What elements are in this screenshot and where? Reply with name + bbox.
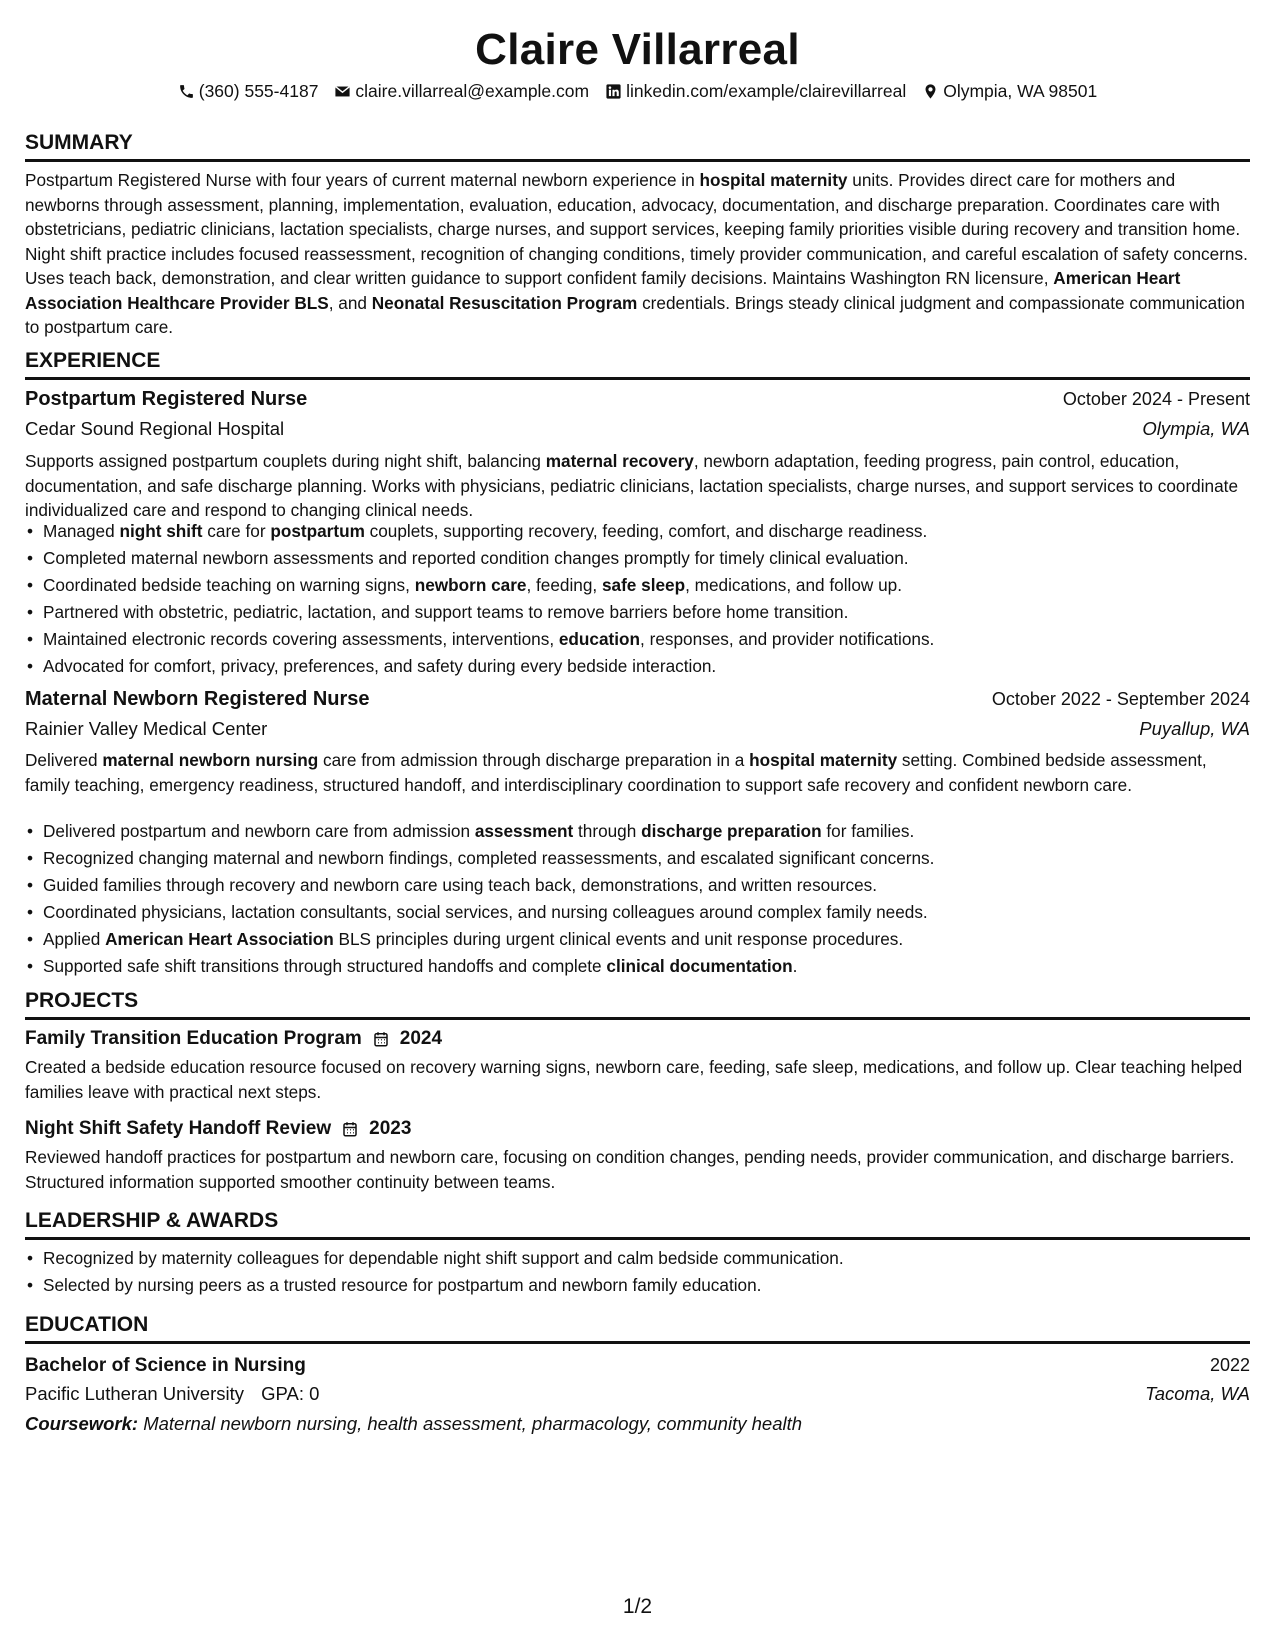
location-text: Olympia, WA 98501 <box>943 81 1098 101</box>
text-run: for families. <box>821 821 915 841</box>
text-run: , responses, and provider notifications. <box>640 629 935 649</box>
text-run: Recognized changing maternal and newborn findings, completed reassessments, and escalated significant concerns. <box>43 848 935 868</box>
job-2-description <box>25 748 1250 797</box>
job-1-title: Postpartum Registered Nurse <box>25 388 308 410</box>
text-run: Postpartum Registered Nurse with four years of current maternal newborn experience in <box>25 170 700 190</box>
education-school-group <box>25 1379 319 1409</box>
contact-phone[interactable] <box>178 79 319 103</box>
education-location: Tacoma, WA <box>1145 1383 1250 1404</box>
education-heading: EDUCATION <box>25 1312 1250 1344</box>
text-run: Partnered with obstetric, pediatric, lactation, and support teams to remove barriers before home transition. <box>43 602 849 622</box>
contact-linkedin[interactable] <box>605 79 906 103</box>
job-2-dates: October 2022 - September 2024 <box>991 689 1250 709</box>
bullet-item <box>43 518 1243 545</box>
calendar-icon <box>372 1030 390 1048</box>
linkedin-icon <box>605 83 622 100</box>
bold-text: newborn care <box>414 575 527 595</box>
text-run: , medications, and follow up. <box>685 575 902 595</box>
map-pin-icon <box>922 83 939 100</box>
page-number: 1/2 <box>622 1595 653 1618</box>
leadership-item: • Selected by nursing peers as a trusted resource for postpartum and newborn family education. <box>43 1272 1243 1299</box>
projects-heading: PROJECTS <box>25 988 1250 1020</box>
phone-text: (360) 555-4187 <box>198 81 319 101</box>
bold-text: hospital maternity <box>749 750 898 770</box>
bullet-item <box>43 572 1243 599</box>
envelope-icon <box>334 83 351 100</box>
project-2-description: Reviewed handoff practices for postpartum and newborn care, focusing on condition changes, pending needs, provider communication, and discharge barriers. Structured information supported smoother continuity between teams. <box>25 1147 1235 1192</box>
bold-text: hospital maternity <box>699 170 848 190</box>
bullet-item <box>43 872 1243 899</box>
text-run: . <box>792 956 798 976</box>
job-2-bullets <box>25 818 1243 980</box>
bullet-item <box>43 599 1243 626</box>
text-run: Managed <box>43 521 120 541</box>
text-run: Advocated for comfort, privacy, preferences, and safety during every bedside interaction. <box>43 656 717 676</box>
education-degree: Bachelor of Science in Nursing <box>25 1355 306 1376</box>
bold-text: clinical documentation <box>606 956 793 976</box>
text-run: BLS principles during urgent clinical events and unit response procedures. <box>333 929 904 949</box>
text-run: Guided families through recovery and newborn care using teach back, demonstrations, and written resources. <box>43 875 878 895</box>
job-1-description <box>25 449 1250 523</box>
text-run: care from admission through discharge preparation in a <box>318 750 750 770</box>
text-run: Coordinated bedside teaching on warning signs, <box>43 575 415 595</box>
bold-text: postpartum <box>270 521 365 541</box>
job-1-header <box>25 384 1250 414</box>
project-1-header <box>25 1025 1250 1053</box>
project-1-title: Family Transition Education Program <box>25 1028 362 1049</box>
summary-heading: SUMMARY <box>25 130 1250 162</box>
linkedin-text: linkedin.com/example/clairevillarreal <box>626 81 907 101</box>
phone-icon <box>178 83 195 100</box>
text-run: , feeding, <box>526 575 602 595</box>
leadership-heading: LEADERSHIP & AWARDS <box>25 1208 1250 1240</box>
education-gpa: GPA: 0 <box>261 1383 320 1404</box>
contact-bar <box>25 79 1250 103</box>
project-2-title: Night Shift Safety Handoff Review <box>25 1118 332 1139</box>
text-run: Delivered postpartum and newborn care from admission <box>43 821 475 841</box>
job-1-location: Olympia, WA <box>1142 418 1250 439</box>
experience-heading: EXPERIENCE <box>25 348 1250 380</box>
project-2-title-row <box>25 1115 411 1143</box>
text-run: credentials. Brings steady clinical judgment and compassionate communication to postpartum care. <box>25 292 1245 337</box>
education-school: Pacific Lutheran University <box>25 1383 245 1404</box>
text-run: Maintained electronic records covering assessments, interventions, <box>43 629 559 649</box>
bullet-item <box>43 818 1243 845</box>
job-2-location: Puyallup, WA <box>1139 718 1250 739</box>
job-1-org-row <box>25 414 1250 444</box>
text-run: through <box>573 821 642 841</box>
bold-text: American Heart Association Healthcare Provider BLS <box>25 268 1181 313</box>
text-run: Completed maternal newborn assessments and reported condition changes promptly for timely clinical evaluation. <box>43 548 909 568</box>
text-run: care for <box>202 521 271 541</box>
bold-text: maternal recovery <box>545 451 694 471</box>
bullet-item <box>43 899 1243 926</box>
text-run: setting. Combined bedside assessment, family teaching, emergency readiness, structured handoff, and interdisciplinary coordination to support safe recovery and confident newborn care. <box>25 750 1207 795</box>
text-run: Supported safe shift transitions through structured handoffs and complete <box>43 956 607 976</box>
project-2-header <box>25 1115 1250 1143</box>
bold-text: education <box>558 629 641 649</box>
job-2-title: Maternal Newborn Registered Nurse <box>25 688 370 710</box>
leadership-bullets <box>25 1245 1243 1299</box>
bullet-item <box>43 845 1243 872</box>
project-2-year: 2023 <box>369 1118 412 1139</box>
text-run: Coordinated physicians, lactation consultants, social services, and nursing colleagues around complex family needs. <box>43 902 928 922</box>
summary-text <box>25 168 1250 340</box>
bold-text: safe sleep <box>601 575 686 595</box>
bullet-item <box>43 545 1243 572</box>
education-year: 2022 <box>1209 1355 1250 1375</box>
bold-text: discharge preparation <box>641 821 822 841</box>
text-run: units. Provides direct care for mothers and newborns through assessment, planning, implementation, evaluation, education, advocacy, documentation, and discharge preparation. Coordinates care with obstetricians, pediatric clinicians, lactation specialists, charge nurses, and support services, keeping family priorities visible during recovery and transition home. Night shift practice includes focused reassessment, recognition of changing conditions, timely provider communication, and careful escalation of safety concerns. Uses teach back, demonstration, and clear written guidance to support confident family decisions. Maintains Washington RN licensure, <box>25 170 1248 288</box>
project-1-description: Created a bedside education resource focused on recovery warning signs, newborn care, feeding, safe sleep, medications, and follow up. Clear teaching helped families leave with practical next steps. <box>25 1057 1243 1102</box>
job-1-dates: October 2024 - Present <box>1062 389 1250 409</box>
bold-text: night shift <box>119 521 203 541</box>
education-coursework <box>25 1410 1250 1438</box>
bullet-item <box>43 953 1243 980</box>
education-header <box>25 1350 1250 1381</box>
bold-text: Neonatal Resuscitation Program <box>371 292 638 313</box>
email-text: claire.villarreal@example.com <box>355 81 590 101</box>
bullet-item <box>43 926 1243 953</box>
text-run: Supports assigned postpartum couplets during night shift, balancing <box>25 451 546 471</box>
text-run: , and <box>328 292 372 313</box>
bullet-item <box>43 653 1243 680</box>
text-run: Delivered <box>25 750 103 770</box>
job-2-header <box>25 684 1250 714</box>
calendar-icon <box>341 1120 359 1138</box>
contact-email[interactable] <box>334 79 589 103</box>
job-2-org-row <box>25 714 1250 744</box>
coursework-label: Coursework: <box>25 1413 139 1434</box>
text-run: , newborn adaptation, feeding progress, pain control, education, documentation, and safe discharge planning. Works with physicians, pediatric clinicians, lactation specialists, charge nurses, and support services to coordinate individualized care and respond to changing clinical needs. <box>25 451 1239 520</box>
coursework-text: Maternal newborn nursing, health assessment, pharmacology, community health <box>143 1413 803 1434</box>
contact-location <box>922 79 1097 103</box>
bold-text: assessment <box>474 821 574 841</box>
job-2-org: Rainier Valley Medical Center <box>25 718 268 739</box>
text-run: Applied <box>43 929 106 949</box>
bold-text: maternal newborn nursing <box>102 750 319 770</box>
bullet-item <box>43 626 1243 653</box>
education-school-row <box>25 1379 1250 1409</box>
project-1-title-row <box>25 1025 442 1053</box>
leadership-item: • Recognized by maternity colleagues for dependable night shift support and calm bedside communication. <box>43 1245 1243 1272</box>
project-1-year: 2024 <box>399 1028 443 1049</box>
candidate-name: Claire Villarreal <box>475 25 800 74</box>
job-1-org: Cedar Sound Regional Hospital <box>25 418 285 439</box>
bold-text: American Heart Association <box>105 929 334 949</box>
text-run: couplets, supporting recovery, feeding, comfort, and discharge readiness. <box>364 521 928 541</box>
job-1-bullets <box>25 518 1243 680</box>
